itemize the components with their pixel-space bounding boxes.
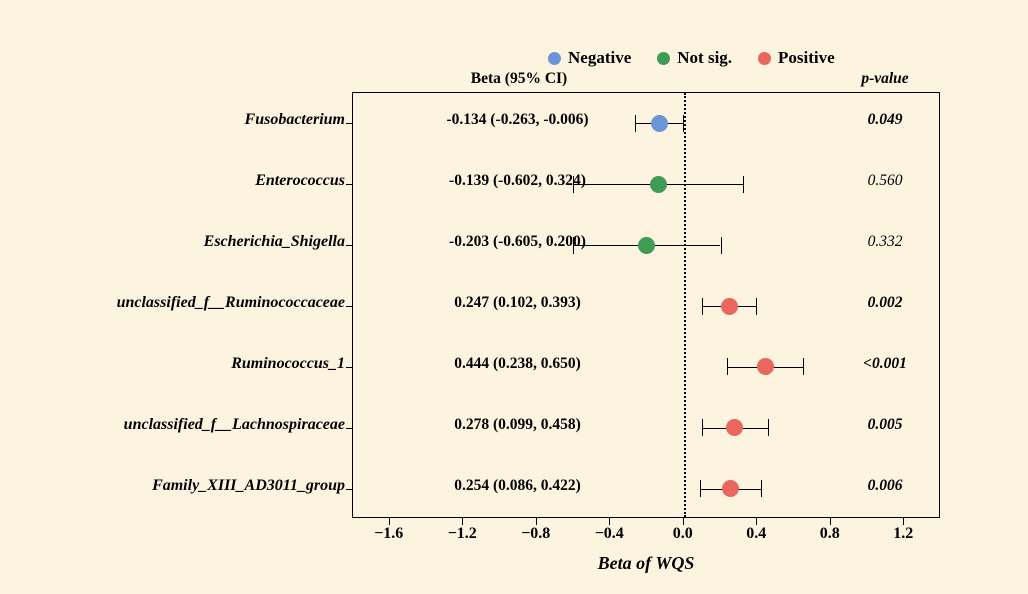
y-axis-tick xyxy=(346,489,353,490)
x-axis-tick xyxy=(756,518,757,525)
taxon-label: unclassified_f__Ruminococcaceae xyxy=(116,294,345,311)
x-axis-label: Beta of WQS xyxy=(597,553,695,573)
confidence-interval-cap xyxy=(702,419,703,436)
estimate-point xyxy=(650,176,667,193)
x-axis-tick xyxy=(903,518,904,525)
legend-item xyxy=(758,48,835,68)
pvalue-value: 0.002 xyxy=(867,294,903,311)
x-axis-tick xyxy=(609,518,610,525)
taxon-label: Ruminococcus_1 xyxy=(231,354,345,372)
estimate-point xyxy=(638,237,655,254)
confidence-interval-cap xyxy=(635,115,636,132)
beta-value: 0.247 (0.102, 0.393) xyxy=(454,294,581,311)
confidence-interval-cap xyxy=(761,480,762,497)
plot-area xyxy=(352,92,940,518)
pvalue-value: <0.001 xyxy=(863,354,907,372)
confidence-interval-cap xyxy=(573,237,574,254)
confidence-interval-cap xyxy=(756,298,757,315)
x-axis-tick-label: 0.4 xyxy=(746,525,767,542)
confidence-interval-cap xyxy=(683,115,684,132)
confidence-interval-cap xyxy=(768,419,769,436)
taxon-label: unclassified_f__Lachnospiraceae xyxy=(123,415,345,433)
x-axis-tick-label: −0.4 xyxy=(594,525,624,542)
x-axis-tick-label: −1.6 xyxy=(374,525,404,542)
taxon-label: Escherichia_Shigella xyxy=(203,233,345,251)
legend-dot-icon xyxy=(548,52,561,65)
estimate-point xyxy=(722,480,739,497)
beta-value: 0.444 (0.238, 0.650) xyxy=(454,354,581,372)
pvalue-value: 0.005 xyxy=(867,415,903,433)
beta-column-header: Beta (95% CI) xyxy=(470,70,568,87)
x-axis-tick-label: −0.8 xyxy=(521,525,551,542)
y-axis-tick xyxy=(346,367,353,368)
x-axis-tick xyxy=(389,518,390,525)
taxon-label: Family_XIII_AD3011_group xyxy=(152,476,345,494)
beta-value: -0.139 (-0.602, 0.324) xyxy=(449,172,586,190)
beta-value: -0.203 (-0.605, 0.200) xyxy=(449,233,586,251)
confidence-interval-cap xyxy=(721,237,722,254)
legend-item xyxy=(657,48,732,68)
confidence-interval-cap xyxy=(700,480,701,497)
pvalue-value: 0.560 xyxy=(867,172,903,190)
legend-item xyxy=(548,48,631,68)
legend-dot-icon xyxy=(657,52,670,65)
legend-label: Not sig. xyxy=(677,48,733,67)
confidence-interval-cap xyxy=(573,176,574,193)
pvalue-column-header: p-value xyxy=(861,70,909,87)
pvalue-value: 0.332 xyxy=(867,233,903,251)
x-axis-tick-label: −1.2 xyxy=(447,525,477,542)
y-axis-tick xyxy=(346,184,353,185)
estimate-point xyxy=(651,115,668,132)
legend-dot-icon xyxy=(758,52,771,65)
beta-value: 0.278 (0.099, 0.458) xyxy=(454,415,581,433)
estimate-point xyxy=(721,298,738,315)
x-axis-tick xyxy=(462,518,463,525)
estimate-point xyxy=(726,419,743,436)
y-axis-tick xyxy=(346,428,353,429)
beta-value: 0.254 (0.086, 0.422) xyxy=(454,476,581,494)
x-axis-tick-label: 0.8 xyxy=(819,525,840,542)
confidence-interval-cap xyxy=(803,358,804,375)
x-axis-tick xyxy=(830,518,831,525)
y-axis-tick xyxy=(346,245,353,246)
zero-reference-line xyxy=(684,93,686,517)
confidence-interval-cap xyxy=(743,176,744,193)
y-axis-tick xyxy=(346,123,353,124)
estimate-point xyxy=(757,358,774,375)
x-axis-tick xyxy=(683,518,684,525)
legend xyxy=(548,48,835,68)
taxon-label: Enterococcus xyxy=(255,172,345,190)
x-axis-tick-label: 1.2 xyxy=(893,525,914,542)
x-axis-tick-label: 0.0 xyxy=(672,525,693,542)
confidence-interval-cap xyxy=(702,298,703,315)
taxon-label: Fusobacterium xyxy=(244,111,345,129)
beta-value: -0.134 (-0.263, -0.006) xyxy=(446,111,589,129)
confidence-interval-cap xyxy=(727,358,728,375)
y-axis-tick xyxy=(346,306,353,307)
pvalue-value: 0.006 xyxy=(867,476,903,494)
taxon-label-column xyxy=(20,92,345,518)
pvalue-value: 0.049 xyxy=(867,111,903,129)
legend-label: Positive xyxy=(778,48,835,67)
x-axis-tick xyxy=(536,518,537,525)
legend-label: Negative xyxy=(568,48,632,67)
